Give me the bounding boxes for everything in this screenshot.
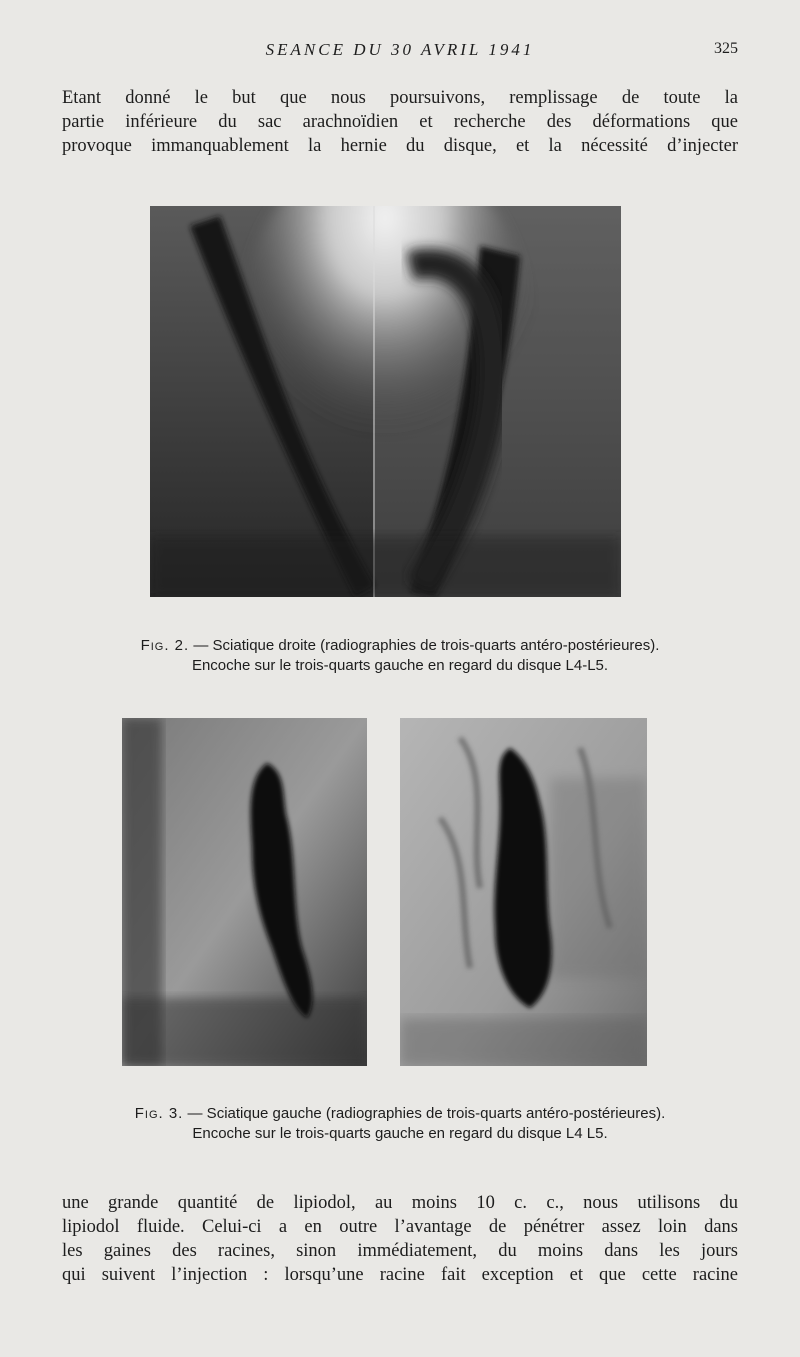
figure-2-caption-line1: — Sciatique droite (radiographies de trois-quarts antéro-postérieures). [193,637,660,654]
figure-3-caption-line2: Encoche sur le trois-quarts gauche en regard du disque L4 L5. [192,1125,608,1142]
paragraph-line: les gaines des racines, sinon immédiatement, du moins dans les jours [62,1241,738,1261]
figure-2-radiograph [150,206,621,597]
paragraph-line: qui suivent l’injection : lorsqu’une racine fait exception et que cette racine [62,1265,738,1285]
paragraph-top [62,86,738,158]
figure-2-caption [62,636,738,676]
page-header [0,40,800,64]
page-number: 325 [714,40,738,57]
paragraph-line: partie inférieure du sac arachnoïdien et recherche des déformations que [62,112,738,132]
figure-3-caption [62,1104,738,1144]
paragraph-line: Etant donné le but que nous poursuivons, remplissage de toute la [62,88,738,108]
paragraph-line: lipiodol fluide. Celui-ci a en outre l’avantage de pénétrer assez loin dans [62,1217,738,1237]
figure-3-number: Fig. 3. [134,1105,184,1122]
paragraph-line: une grande quantité de lipiodol, au moins 10 c. c., nous utilisons du [62,1193,738,1213]
figure-3-radiograph-left [122,718,367,1066]
paragraph-bottom [62,1191,738,1287]
figure-2-number: Fig. 2. [140,637,190,654]
paragraph-line: provoque immanquablement la hernie du disque, et la nécessité d’injecter [62,136,738,156]
figure-3-caption-line1: — Sciatique gauche (radiographies de trois-quarts antéro-postérieures). [187,1105,666,1122]
figure-3-radiograph-right [400,718,647,1066]
figure-2-caption-line2: Encoche sur le trois-quarts gauche en regard du disque L4-L5. [191,657,609,674]
running-title: SEANCE DU 30 AVRIL 1941 [265,40,535,59]
